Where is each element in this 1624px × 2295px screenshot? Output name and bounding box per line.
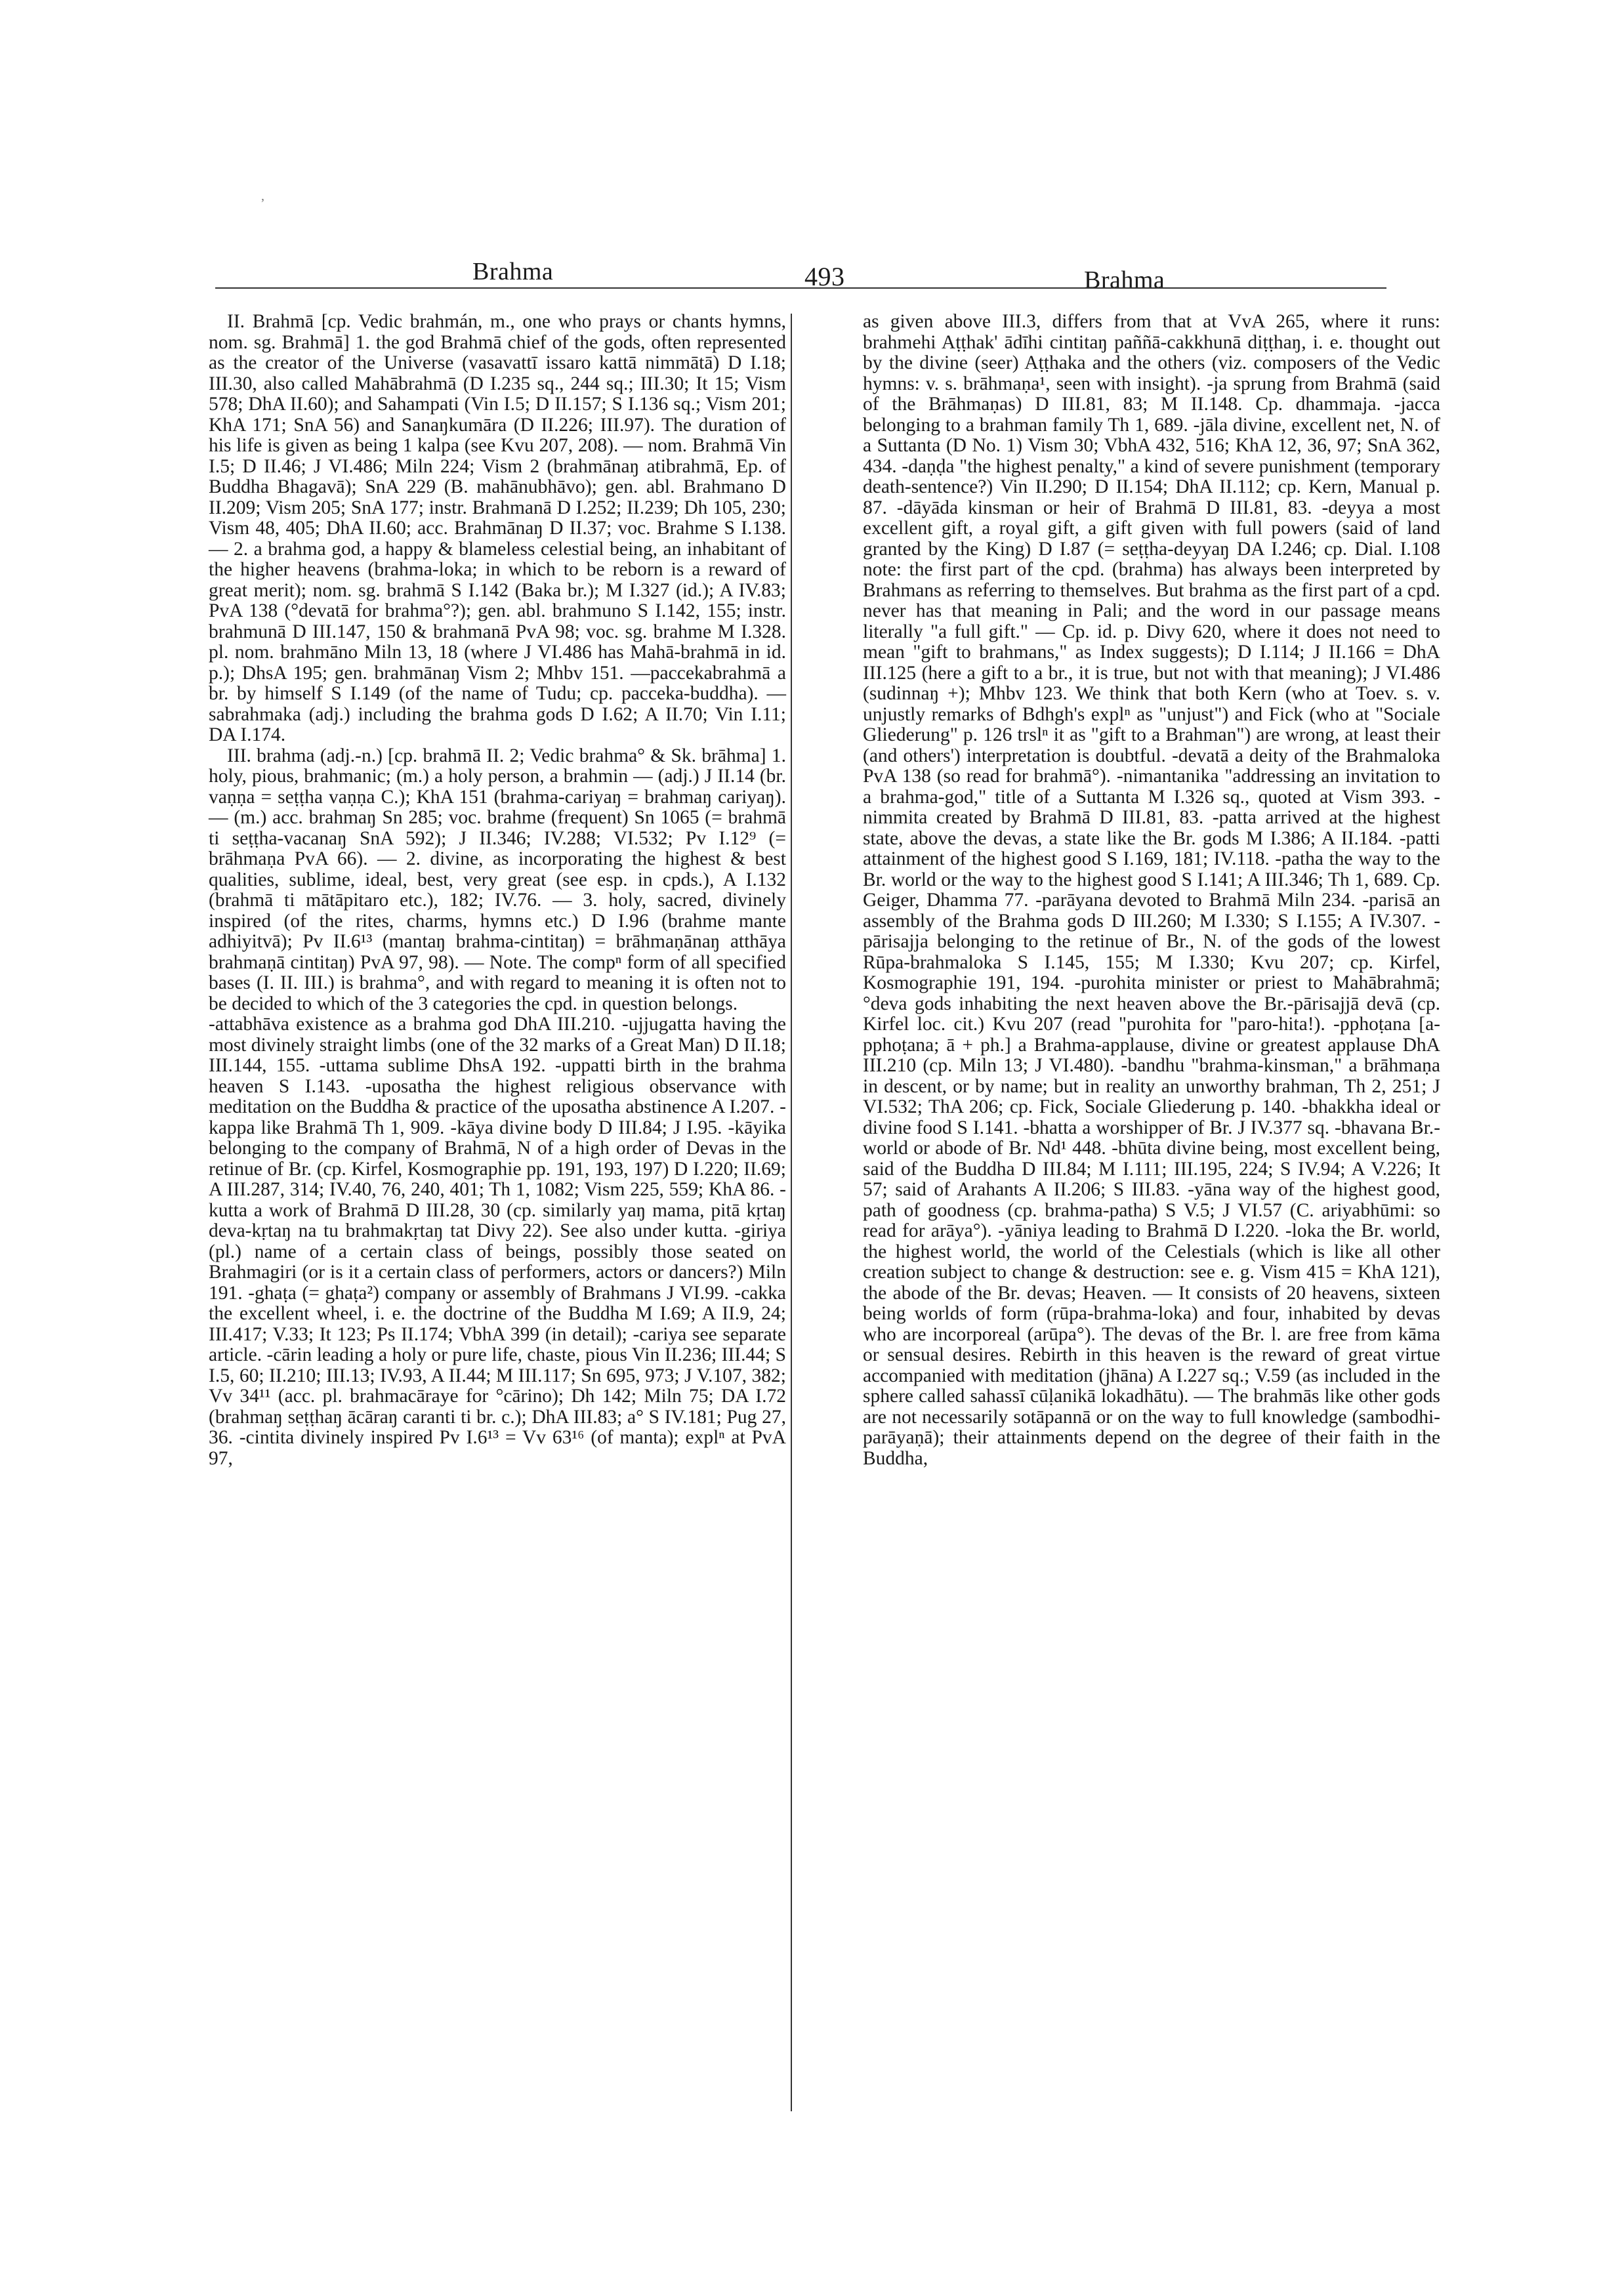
left-column: [209, 312, 786, 1469]
compound-entries: -attabhāva existence as a brahma god DhA III.210. -ujjugatta having the most divinely straight limbs (one of the 32 marks of a Great Man) D II.18; III.144, 155. -uttama sublime DhsA 192. -uppatti birth in the brahma heaven S I.143. -uposatha the highest religious observance with meditation on the Buddha & practice of the uposatha abstinence A I.207. -kappa like Brahmā Th 1, 909. -kāya divine body D III.84; J I.95. -kāyika belonging to the company of Brahmā, N of a high order of Devas in the retinue of Br. (cp. Kirfel, Kosmographie pp. 191, 193, 197) D I.220; II.69; A III.287, 314; IV.40, 76, 240, 401; Th 1, 1082; Vism 225, 559; KhA 86. -kutta a work of Brahmā D III.28, 30 (cp. similarly yaŋ mama, pitā kṛtaŋ deva-kṛtaŋ na tu brahmakṛtaŋ tat Divy 22). See also under kutta. -giriya (pl.) name of a certain class of beings, possibly those seated on Brahmagiri (or is it a certain class of performers, actors or dancers?) Miln 191. -ghaṭa (= ghaṭa²) company or assembly of Brahmans J VI.99. -cakka the excellent wheel, i. e. the doctrine of the Buddha M I.69; A II.9, 24; III.417; V.33; It 123; Ps II.174; VbhA 399 (in detail); -cariya see separate article. -cārin leading a holy or pure life, chaste, pious Vin II.236; III.44; S I.5, 60; II.210; III.13; IV.93, A II.44; M III.117; Sn 695, 973; J V.107, 382; Vv 34¹¹ (acc. pl. brahmacāraye for °cārino); Dh 142; Miln 75; DA I.72 (brahmaŋ seṭṭhaŋ ācāraŋ caranti ti br. c.); DhA III.83; a° S IV.181; Pug 27, 36. -cintita divinely inspired Pv I.6¹³ = Vv 63¹⁶ (of manta); explⁿ at PvA 97,: [209, 1014, 786, 1469]
stray-mark: ,: [261, 189, 264, 203]
page-number: 493: [804, 262, 845, 291]
column-divider: [791, 314, 792, 2111]
entry-brahma-ii: II. Brahmā [cp. Vedic brahmán, m., one who prays or chants hymns, nom. sg. Brahmā] 1. the god Brahmā chief of the gods, often represented as the creator of the Universe (vasavattī issaro kattā nimmātā) D I.18; III.30, also called Mahābrahmā (D I.235 sq., 244 sq.; III.30; It 15; Vism 578; DhA II.60); and Sahampati (Vin I.5; D II.157; S I.136 sq.; Vism 201; KhA 171; SnA 56) and Sanaŋkumāra (D II.226; III.97). The duration of his life is given as being 1 kalpa (see Kvu 207, 208). — nom. Brahmā Vin I.5; D II.46; J VI.486; Miln 224; Vism 2 (brahmānaŋ atibrahmā, Ep. of Buddha Bhagavā); SnA 229 (B. mahānubhāvo); gen. abl. Brahmano D II.209; Vism 205; SnA 177; instr. Brahmanā D I.252; II.239; Dh 105, 230; Vism 48, 405; DhA II.60; acc. Brahmānaŋ D II.37; voc. Brahme S I.138. — 2. a brahma god, a happy & blameless celestial being, an inhabitant of the higher heavens (brahma-loka; in which to be reborn is a reward of great merit); nom. sg. brahmā S I.142 (Baka br.); M I.327 (id.); A IV.83; PvA 138 (°devatā for brahma°?); gen. abl. brahmuno S I.142, 155; instr. brahmunā D III.147, 150 & brahmanā PvA 98; voc. sg. brahme M I.328. pl. nom. brahmāno Miln 13, 18 (where J VI.486 has Mahā-brahmā in id. p.); DhsA 195; gen. brahmānaŋ Vism 2; Mhbv 151. —paccekabrahmā a br. by himself S I.149 (of the name of Tudu; cp. pacceka-buddha). —sabrahmaka (adj.) including the brahma gods D I.62; A II.70; Vin I.11; DA I.174.: [209, 311, 786, 745]
right-column: [863, 312, 1440, 1469]
header-rule: [215, 287, 1386, 289]
compound-entries-continued: as given above III.3, differs from that at VvA 265, where it runs: brahmehi Aṭṭhak' ādīhi cintitaŋ paññā-cakkhunā diṭṭhaŋ, i. e. thought out by the divine (seer) Aṭṭhaka and the others (viz. composers of the Vedic hymns: v. s. brāhmaṇa¹, seen with insight). -ja sprung from Brahmā (said of the Brāhmaṇas) D III.81, 83; M II.148. Cp. dhammaja. -jacca belonging to a brahman family Th 1, 689. -jāla divine, excellent net, N. of a Suttanta (D No. 1) Vism 30; VbhA 432, 516; KhA 12, 36, 97; SnA 362, 434. -daṇḍa "the highest penalty," a kind of severe punishment (temporary death-sentence?) Vin II.290; D II.154; DhA II.112; cp. Kern, Manual p. 87. -dāyāda kinsman or heir of Brahmā D III.81, 83. -deyya a most excellent gift, a royal gift, a gift given with full powers (said of land granted by the King) D I.87 (= seṭṭha-deyyaŋ DA I.246; cp. Dial. I.108 note: the first part of the cpd. (brahma) has always been interpreted by Brahmans as referring to themselves. But brahma as the first part of a cpd. never has that meaning in Pali; and the word in our passage means literally "a full gift." — Cp. id. p. Divy 620, where it does not need to mean "gift to brahmans," as Index suggests); D I.114; J II.166 = DhA III.125 (here a gift to a br., it is true, but not with that meaning); J VI.486 (sudinnaŋ +); Mhbv 123. We think that both Kern (who at Toev. s. v. unjustly remarks of Bdhgh's explⁿ as "unjust") and Fick (who at "Sociale Gliederung" p. 126 trslⁿ it as "gift to a Brahman") are wrong, at least their (and others') interpretation is doubtful. -devatā a deity of the Brahmaloka PvA 138 (so read for brahmā°). -nimantanika "addressing an invitation to a brahma-god," title of a Suttanta M I.326 sq., quoted at Vism 393. -nimmita created by Brahmā D III.81, 83. -patta arrived at the highest state, above the devas, a state like the Br. gods M I.386; A II.184. -patti attainment of the highest good S I.169, 181; IV.118. -patha the way to the Br. world or the way to the highest good S I.141; A III.346; Th 1, 689. Cp. Geiger, Dhamma 77. -parāyana devoted to Brahmā Miln 234. -parisā an assembly of the Brahma gods D III.260; M I.330; S I.155; A IV.307. -pārisajja belonging to the retinue of Br., N. of the gods of the lowest Rūpa-brahmaloka S I.145, 155; M I.330; Kvu 207; cp. Kirfel, Kosmographie 191, 194. -purohita minister or priest to Mahābrahmā; °deva gods inhabiting the next heaven above the Br.-pārisajjā devā (cp. Kirfel loc. cit.) Kvu 207 (read "purohita for "paro-hita!). -pphoṭana [a-pphoṭana; ā + ph.] a Brahma-applause, divine or greatest applause DhA III.210 (cp. Miln 13; J VI.480). -bandhu "brahma-kinsman," a brāhmaṇa in descent, or by name; but in reality an unworthy brahman, Th 2, 251; J VI.532; ThA 206; cp. Fick, Sociale Gliederung p. 140. -bhakkha ideal or divine food S I.141. -bhatta a worshipper of Br. J IV.377 sq. -bhavana Br.-world or abode of Br. Nd¹ 448. -bhūta divine being, most excellent being, said of the Buddha D III.84; M I.111; III.195, 224; S IV.94; A V.226; It 57; said of Arahants A II.206; S III.83. -yāna way of the highest good, path of goodness (cp. brahma-patha) S V.5; J VI.57 (C. ariyabhūmi: so read for arāya°). -yāniya leading to Brahmā D I.220. -loka the Br. world, the highest world, the world of the Celestials (which is like all other creation subject to change & destruction: see e. g. Vism 415 = KhA 121), the abode of the Br. devas; Heaven. — It consists of 20 heavens, sixteen being worlds of form (rūpa-brahma-loka) and four, inhabited by devas who are incorporeal (arūpa°). The devas of the Br. l. are free from kāma or sensual desires. Rebirth in this heaven is the reward of great virtue accompanied with meditation (jhāna) A I.227 sq.; V.59 (as included in the sphere called sahassī cūḷanikā lokadhātu). — The brahmās like other gods are not necessarily sotāpannā or on the way to full knowledge (sambodhi-parāyaṇā); their attainments depend on the degree of their faith in the Buddha,: [863, 311, 1440, 1469]
header-right-guide-word: Brahma: [1084, 266, 1165, 294]
entry-brahma-iii: III. brahma (adj.-n.) [cp. brahmā II. 2; Vedic brahma° & Sk. brāhma] 1. holy, pious, brahmanic; (m.) a holy person, a brahmin — (adj.) J II.14 (br. vaṇṇa = seṭṭha vaṇṇa C.); KhA 151 (brahma-cariyaŋ = brahmaŋ cariyaŋ). — (m.) acc. brahmaŋ Sn 285; voc. brahme (frequent) Sn 1065 (= brahmā ti seṭṭha-vacanaŋ SnA 592); J II.346; IV.288; VI.532; Pv I.12⁹ (= brāhmaṇa PvA 66). — 2. divine, as incorporating the highest & best qualities, sublime, ideal, best, very great (see esp. in cpds.), A I.132 (brahmā ti mātāpitaro etc.), 182; IV.76. — 3. holy, sacred, divinely inspired (of the rites, charms, hymns etc.) D I.96 (brahme mante adhiyitvā); Pv II.6¹³ (mantaŋ brahma-cintitaŋ) = brāhmaṇānaŋ atthāya brahmaṇā cintitaŋ) PvA 97, 98). — Note. The compⁿ form of all specified bases (I. II. III.) is brahma°, and with regard to meaning it is often not to be decided to which of the 3 categories the cpd. in question belongs.: [209, 745, 786, 1014]
header-left-guide-word: Brahma: [472, 258, 554, 285]
